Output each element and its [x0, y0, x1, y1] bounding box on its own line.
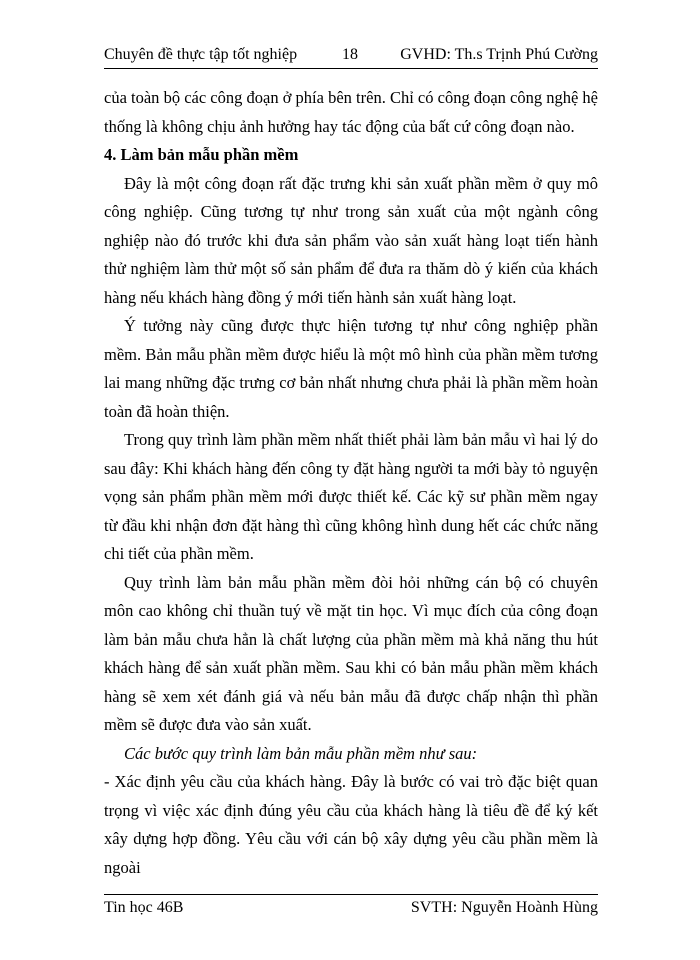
paragraph: Quy trình làm bản mẫu phần mềm đòi hỏi những cán bộ có chuyên môn cao không chỉ thuần tuý về mặt tin học. Vì mục đích của công đoạn làm bản mẫu chưa hẳn là chất lượng của phần mềm mà khả năng thu hút khách hàng để sản xuất phần mềm. Sau khi có bản mẫu phần mềm khách hàng sẽ xem xét đánh giá và nếu bản mẫu đã được chấp nhận thì phần mềm sẽ được đưa vào sản xuất.: [104, 572, 598, 734]
page-number: 18: [342, 46, 358, 63]
steps-intro: Các bước quy trình làm bản mẫu phần mềm như sau:: [124, 743, 478, 763]
header-report-title: Chuyên đề thực tập tốt nghiệp: [104, 46, 298, 63]
page-header: [104, 44, 598, 69]
paragraph: Trong quy trình làm phần mềm nhất thiết phải làm bản mẫu vì hai lý do sau đây: Khi khách hàng đến công ty đặt hàng người ta mới bày tỏ nguyện vọng sản phẩm phần mềm mới được thiết kế. Các kỹ sư phần mềm ngay từ đầu khi nhận đơn đặt hàng thì cũng không hình dung hết các chức năng chi tiết của phần mềm.: [104, 430, 598, 563]
header-advisor: GVHD: Th.s Trịnh Phú Cường: [400, 46, 598, 63]
page-footer: [104, 894, 598, 919]
paragraph-continued: của toàn bộ các công đoạn ở phía bên trên. Chỉ có công đoạn công nghệ hệ thống là không chịu ảnh hưởng hay tác động của bất cứ công đoạn nào.: [104, 88, 598, 136]
section-heading: 4. Làm bản mẫu phần mềm: [104, 145, 299, 164]
paragraph: Ý tưởng này cũng được thực hiện tương tự như công nghiệp phần mềm. Bản mẫu phần mềm được hiểu là một mô hình của phần mềm tương lai mang những đặc trưng cơ bản nhất nhưng chưa phải là phần mềm hoàn toàn đã hoàn thiện.: [104, 316, 598, 421]
document-body: [104, 84, 598, 882]
paragraph: Đây là một công đoạn rất đặc trưng khi sản xuất phần mềm ở quy mô công nghiệp. Cũng tương tự như trong sản xuất của một ngành công nghiệp nào đó trước khi đưa sản phẩm vào sản xuất hàng loạt tiến hành thử nghiệm làm thử một số sản phẩm để đưa ra thăm dò ý kiến của khách hàng nếu khách hàng đồng ý mới tiến hành sản xuất hàng loạt.: [104, 173, 598, 307]
footer-class: Tin học 46B: [104, 899, 184, 916]
list-item: - Xác định yêu cầu của khách hàng. Đây là bước có vai trò đặc biệt quan trọng vì việc xác định đúng yêu cầu của khách hàng là tiêu đề để ký kết xây dựng hợp đồng. Yêu cầu với cán bộ xây dựng yêu cầu phần mềm là ngoài: [104, 772, 598, 877]
footer-student: SVTH: Nguyễn Hoành Hùng: [410, 899, 598, 916]
